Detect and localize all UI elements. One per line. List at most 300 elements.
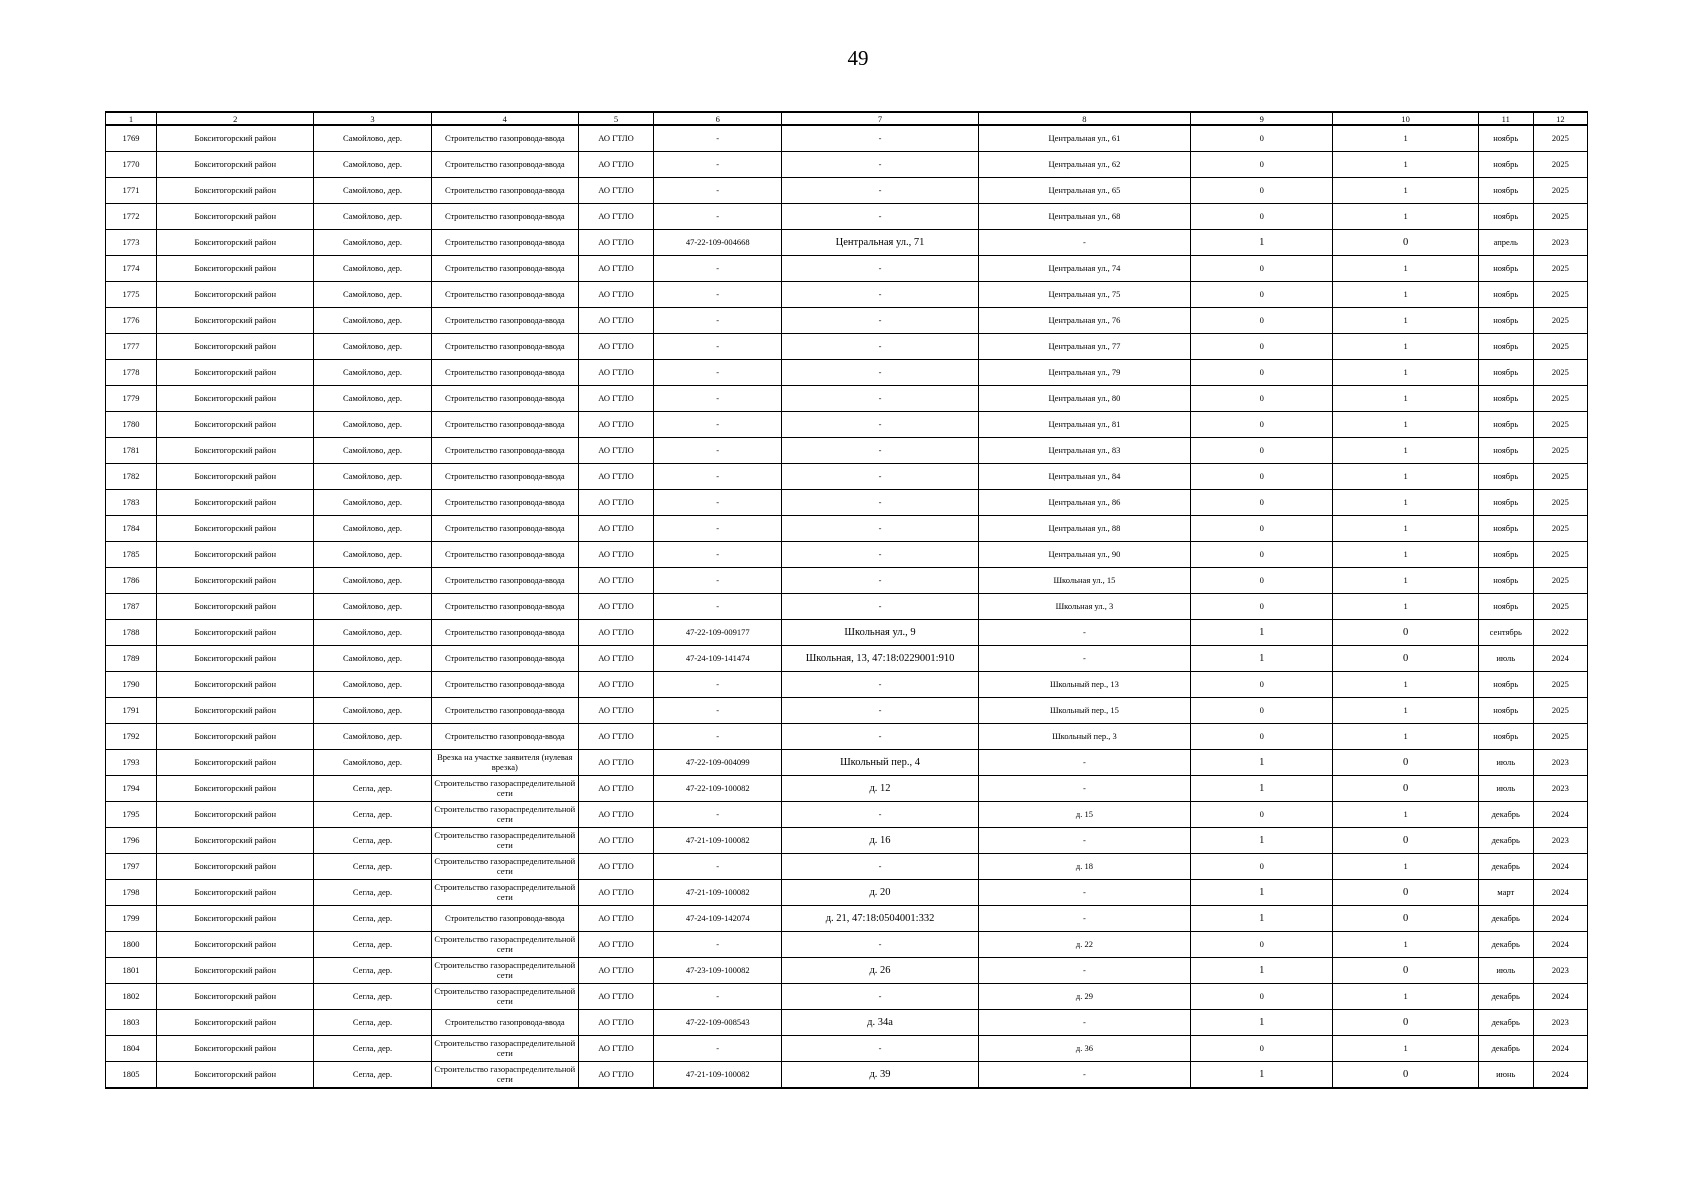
month-cell: ноябрь — [1478, 464, 1533, 490]
year-cell: 2024 — [1533, 854, 1587, 880]
application-number-cell: - — [654, 334, 782, 360]
settlement-cell: Самойлово, дер. — [314, 672, 431, 698]
district-cell: Бокситогорский район — [157, 230, 314, 256]
count-planned-cell: 1 — [1333, 386, 1478, 412]
table-row — [106, 256, 1588, 282]
column-number-header: 2 — [157, 112, 314, 125]
row-number-cell: 1783 — [106, 490, 157, 516]
organization-cell: АО ГТЛО — [578, 152, 653, 178]
year-cell: 2025 — [1533, 334, 1587, 360]
table-row — [106, 542, 1588, 568]
year-cell: 2023 — [1533, 828, 1587, 854]
work-type-cell: Строительство газопровода-ввода — [431, 152, 578, 178]
application-number-cell: - — [654, 854, 782, 880]
object-address-cell: - — [782, 542, 978, 568]
month-cell: июнь — [1478, 1062, 1533, 1089]
organization-cell: АО ГТЛО — [578, 256, 653, 282]
column-number-header: 6 — [654, 112, 782, 125]
application-number-cell: - — [654, 204, 782, 230]
table-row — [106, 282, 1588, 308]
count-planned-cell: 0 — [1333, 646, 1478, 672]
organization-cell: АО ГТЛО — [578, 1010, 653, 1036]
organization-cell: АО ГТЛО — [578, 282, 653, 308]
column-number-header: 11 — [1478, 112, 1533, 125]
table-row — [106, 308, 1588, 334]
month-cell: ноябрь — [1478, 282, 1533, 308]
settlement-cell: Самойлово, дер. — [314, 568, 431, 594]
application-number-cell: - — [654, 178, 782, 204]
year-cell: 2025 — [1533, 672, 1587, 698]
year-cell: 2025 — [1533, 204, 1587, 230]
settlement-cell: Сегла, дер. — [314, 854, 431, 880]
district-cell: Бокситогорский район — [157, 438, 314, 464]
year-cell: 2025 — [1533, 438, 1587, 464]
year-cell: 2025 — [1533, 256, 1587, 282]
planned-address-cell: д. 18 — [978, 854, 1190, 880]
application-number-cell: 47-22-109-100082 — [654, 776, 782, 802]
count-planned-cell: 1 — [1333, 672, 1478, 698]
object-address-cell: - — [782, 204, 978, 230]
count-connected-cell: 0 — [1191, 256, 1333, 282]
district-cell: Бокситогорский район — [157, 334, 314, 360]
object-address-cell: Центральная ул., 71 — [782, 230, 978, 256]
organization-cell: АО ГТЛО — [578, 542, 653, 568]
object-address-cell: - — [782, 334, 978, 360]
district-cell: Бокситогорский район — [157, 620, 314, 646]
settlement-cell: Сегла, дер. — [314, 984, 431, 1010]
district-cell: Бокситогорский район — [157, 256, 314, 282]
row-number-cell: 1779 — [106, 386, 157, 412]
district-cell: Бокситогорский район — [157, 568, 314, 594]
count-planned-cell: 1 — [1333, 178, 1478, 204]
planned-address-cell: д. 15 — [978, 802, 1190, 828]
object-address-cell: д. 26 — [782, 958, 978, 984]
registry-table — [105, 111, 1588, 1089]
count-connected-cell: 0 — [1191, 125, 1333, 152]
planned-address-cell: Центральная ул., 80 — [978, 386, 1190, 412]
district-cell: Бокситогорский район — [157, 386, 314, 412]
column-number-header: 12 — [1533, 112, 1587, 125]
count-connected-cell: 1 — [1191, 906, 1333, 932]
work-type-cell: Строительство газопровода-ввода — [431, 125, 578, 152]
count-connected-cell: 0 — [1191, 802, 1333, 828]
object-address-cell: - — [782, 360, 978, 386]
count-planned-cell: 1 — [1333, 360, 1478, 386]
year-cell: 2023 — [1533, 750, 1587, 776]
district-cell: Бокситогорский район — [157, 594, 314, 620]
organization-cell: АО ГТЛО — [578, 1036, 653, 1062]
organization-cell: АО ГТЛО — [578, 360, 653, 386]
table-row — [106, 854, 1588, 880]
settlement-cell: Самойлово, дер. — [314, 516, 431, 542]
settlement-cell: Самойлово, дер. — [314, 750, 431, 776]
year-cell: 2025 — [1533, 308, 1587, 334]
count-planned-cell: 1 — [1333, 1036, 1478, 1062]
row-number-cell: 1773 — [106, 230, 157, 256]
object-address-cell: - — [782, 178, 978, 204]
organization-cell: АО ГТЛО — [578, 568, 653, 594]
year-cell: 2023 — [1533, 958, 1587, 984]
settlement-cell: Самойлово, дер. — [314, 594, 431, 620]
work-type-cell: Строительство газопровода-ввода — [431, 308, 578, 334]
table-row — [106, 386, 1588, 412]
row-number-cell: 1780 — [106, 412, 157, 438]
object-address-cell: д. 21, 47:18:0504001:332 — [782, 906, 978, 932]
district-cell: Бокситогорский район — [157, 490, 314, 516]
month-cell: июль — [1478, 776, 1533, 802]
settlement-cell: Сегла, дер. — [314, 932, 431, 958]
district-cell: Бокситогорский район — [157, 646, 314, 672]
district-cell: Бокситогорский район — [157, 958, 314, 984]
count-connected-cell: 0 — [1191, 594, 1333, 620]
planned-address-cell: Центральная ул., 81 — [978, 412, 1190, 438]
column-number-header: 8 — [978, 112, 1190, 125]
organization-cell: АО ГТЛО — [578, 230, 653, 256]
count-planned-cell: 1 — [1333, 256, 1478, 282]
count-connected-cell: 1 — [1191, 828, 1333, 854]
organization-cell: АО ГТЛО — [578, 932, 653, 958]
work-type-cell: Строительство газопровода-ввода — [431, 360, 578, 386]
planned-address-cell: Школьный пер., 15 — [978, 698, 1190, 724]
work-type-cell: Строительство газопровода-ввода — [431, 256, 578, 282]
row-number-cell: 1772 — [106, 204, 157, 230]
count-planned-cell: 1 — [1333, 464, 1478, 490]
settlement-cell: Самойлово, дер. — [314, 646, 431, 672]
row-number-cell: 1798 — [106, 880, 157, 906]
object-address-cell: - — [782, 594, 978, 620]
application-number-cell: - — [654, 516, 782, 542]
row-number-cell: 1778 — [106, 360, 157, 386]
object-address-cell: - — [782, 125, 978, 152]
application-number-cell: - — [654, 438, 782, 464]
district-cell: Бокситогорский район — [157, 152, 314, 178]
settlement-cell: Самойлово, дер. — [314, 230, 431, 256]
table-row — [106, 1010, 1588, 1036]
month-cell: декабрь — [1478, 1036, 1533, 1062]
settlement-cell: Самойлово, дер. — [314, 490, 431, 516]
organization-cell: АО ГТЛО — [578, 776, 653, 802]
settlement-cell: Самойлово, дер. — [314, 125, 431, 152]
month-cell: ноябрь — [1478, 568, 1533, 594]
planned-address-cell: Школьная ул., 15 — [978, 568, 1190, 594]
object-address-cell: д. 16 — [782, 828, 978, 854]
month-cell: декабрь — [1478, 802, 1533, 828]
object-address-cell: - — [782, 256, 978, 282]
count-planned-cell: 1 — [1333, 334, 1478, 360]
count-connected-cell: 0 — [1191, 386, 1333, 412]
application-number-cell: - — [654, 282, 782, 308]
count-connected-cell: 0 — [1191, 282, 1333, 308]
organization-cell: АО ГТЛО — [578, 958, 653, 984]
month-cell: ноябрь — [1478, 594, 1533, 620]
object-address-cell: - — [782, 464, 978, 490]
row-number-cell: 1801 — [106, 958, 157, 984]
planned-address-cell: Центральная ул., 77 — [978, 334, 1190, 360]
object-address-cell: д. 12 — [782, 776, 978, 802]
row-number-cell: 1789 — [106, 646, 157, 672]
count-connected-cell: 0 — [1191, 1036, 1333, 1062]
work-type-cell: Строительство газораспределительной сети — [431, 776, 578, 802]
year-cell: 2024 — [1533, 802, 1587, 828]
application-number-cell: 47-23-109-100082 — [654, 958, 782, 984]
work-type-cell: Строительство газораспределительной сети — [431, 932, 578, 958]
column-number-row — [106, 112, 1588, 125]
year-cell: 2024 — [1533, 906, 1587, 932]
object-address-cell: - — [782, 1036, 978, 1062]
month-cell: декабрь — [1478, 984, 1533, 1010]
count-connected-cell: 0 — [1191, 204, 1333, 230]
application-number-cell: - — [654, 360, 782, 386]
year-cell: 2025 — [1533, 152, 1587, 178]
district-cell: Бокситогорский район — [157, 802, 314, 828]
settlement-cell: Сегла, дер. — [314, 776, 431, 802]
application-number-cell: - — [654, 1036, 782, 1062]
application-number-cell: 47-22-109-004099 — [654, 750, 782, 776]
application-number-cell: - — [654, 672, 782, 698]
row-number-cell: 1792 — [106, 724, 157, 750]
year-cell: 2023 — [1533, 1010, 1587, 1036]
year-cell: 2024 — [1533, 932, 1587, 958]
row-number-cell: 1799 — [106, 906, 157, 932]
table-row — [106, 594, 1588, 620]
count-planned-cell: 1 — [1333, 412, 1478, 438]
count-connected-cell: 1 — [1191, 958, 1333, 984]
count-connected-cell: 1 — [1191, 1010, 1333, 1036]
count-planned-cell: 0 — [1333, 230, 1478, 256]
row-number-cell: 1785 — [106, 542, 157, 568]
organization-cell: АО ГТЛО — [578, 672, 653, 698]
year-cell: 2025 — [1533, 594, 1587, 620]
year-cell: 2023 — [1533, 230, 1587, 256]
month-cell: ноябрь — [1478, 542, 1533, 568]
object-address-cell: - — [782, 984, 978, 1010]
work-type-cell: Строительство газопровода-ввода — [431, 646, 578, 672]
count-connected-cell: 0 — [1191, 542, 1333, 568]
application-number-cell: - — [654, 490, 782, 516]
row-number-cell: 1786 — [106, 568, 157, 594]
district-cell: Бокситогорский район — [157, 308, 314, 334]
table-row — [106, 230, 1588, 256]
row-number-cell: 1770 — [106, 152, 157, 178]
planned-address-cell: Центральная ул., 61 — [978, 125, 1190, 152]
planned-address-cell: Центральная ул., 68 — [978, 204, 1190, 230]
organization-cell: АО ГТЛО — [578, 750, 653, 776]
count-planned-cell: 1 — [1333, 308, 1478, 334]
district-cell: Бокситогорский район — [157, 178, 314, 204]
organization-cell: АО ГТЛО — [578, 386, 653, 412]
settlement-cell: Самойлово, дер. — [314, 698, 431, 724]
row-number-cell: 1805 — [106, 1062, 157, 1089]
work-type-cell: Строительство газопровода-ввода — [431, 542, 578, 568]
organization-cell: АО ГТЛО — [578, 620, 653, 646]
work-type-cell: Строительство газопровода-ввода — [431, 230, 578, 256]
table-row — [106, 152, 1588, 178]
planned-address-cell: - — [978, 906, 1190, 932]
work-type-cell: Строительство газораспределительной сети — [431, 1062, 578, 1089]
count-connected-cell: 0 — [1191, 490, 1333, 516]
application-number-cell: - — [654, 412, 782, 438]
table-row — [106, 1062, 1588, 1089]
count-connected-cell: 0 — [1191, 464, 1333, 490]
count-planned-cell: 0 — [1333, 828, 1478, 854]
work-type-cell: Строительство газопровода-ввода — [431, 438, 578, 464]
district-cell: Бокситогорский район — [157, 880, 314, 906]
count-planned-cell: 0 — [1333, 880, 1478, 906]
application-number-cell: 47-24-109-142074 — [654, 906, 782, 932]
district-cell: Бокситогорский район — [157, 828, 314, 854]
count-connected-cell: 0 — [1191, 698, 1333, 724]
row-number-cell: 1795 — [106, 802, 157, 828]
count-planned-cell: 0 — [1333, 620, 1478, 646]
application-number-cell: - — [654, 932, 782, 958]
organization-cell: АО ГТЛО — [578, 802, 653, 828]
column-number-header: 9 — [1191, 112, 1333, 125]
count-planned-cell: 1 — [1333, 984, 1478, 1010]
organization-cell: АО ГТЛО — [578, 516, 653, 542]
count-connected-cell: 0 — [1191, 438, 1333, 464]
row-number-cell: 1775 — [106, 282, 157, 308]
settlement-cell: Самойлово, дер. — [314, 308, 431, 334]
month-cell: декабрь — [1478, 854, 1533, 880]
organization-cell: АО ГТЛО — [578, 984, 653, 1010]
application-number-cell: - — [654, 802, 782, 828]
organization-cell: АО ГТЛО — [578, 854, 653, 880]
year-cell: 2025 — [1533, 360, 1587, 386]
settlement-cell: Самойлово, дер. — [314, 542, 431, 568]
settlement-cell: Самойлово, дер. — [314, 178, 431, 204]
work-type-cell: Строительство газопровода-ввода — [431, 698, 578, 724]
page-number: 49 — [847, 46, 869, 70]
count-planned-cell: 1 — [1333, 854, 1478, 880]
work-type-cell: Строительство газораспределительной сети — [431, 984, 578, 1010]
table-row — [106, 438, 1588, 464]
count-planned-cell: 0 — [1333, 776, 1478, 802]
district-cell: Бокситогорский район — [157, 854, 314, 880]
settlement-cell: Сегла, дер. — [314, 802, 431, 828]
object-address-cell: - — [782, 386, 978, 412]
organization-cell: АО ГТЛО — [578, 594, 653, 620]
count-planned-cell: 1 — [1333, 282, 1478, 308]
object-address-cell: Школьная, 13, 47:18:0229001:910 — [782, 646, 978, 672]
planned-address-cell: Центральная ул., 83 — [978, 438, 1190, 464]
application-number-cell: - — [654, 125, 782, 152]
object-address-cell: - — [782, 724, 978, 750]
object-address-cell: - — [782, 568, 978, 594]
count-planned-cell: 1 — [1333, 490, 1478, 516]
organization-cell: АО ГТЛО — [578, 308, 653, 334]
month-cell: декабрь — [1478, 906, 1533, 932]
year-cell: 2023 — [1533, 776, 1587, 802]
settlement-cell: Самойлово, дер. — [314, 464, 431, 490]
table-row — [106, 360, 1588, 386]
work-type-cell: Строительство газораспределительной сети — [431, 1036, 578, 1062]
row-number-cell: 1784 — [106, 516, 157, 542]
work-type-cell: Строительство газопровода-ввода — [431, 906, 578, 932]
table-row — [106, 984, 1588, 1010]
month-cell: ноябрь — [1478, 386, 1533, 412]
organization-cell: АО ГТЛО — [578, 1062, 653, 1089]
count-planned-cell: 1 — [1333, 542, 1478, 568]
month-cell: ноябрь — [1478, 308, 1533, 334]
application-number-cell: 47-22-109-009177 — [654, 620, 782, 646]
count-connected-cell: 1 — [1191, 880, 1333, 906]
work-type-cell: Строительство газопровода-ввода — [431, 724, 578, 750]
application-number-cell: - — [654, 256, 782, 282]
month-cell: декабрь — [1478, 828, 1533, 854]
month-cell: ноябрь — [1478, 724, 1533, 750]
organization-cell: АО ГТЛО — [578, 490, 653, 516]
month-cell: ноябрь — [1478, 672, 1533, 698]
object-address-cell: д. 39 — [782, 1062, 978, 1089]
year-cell: 2025 — [1533, 724, 1587, 750]
work-type-cell: Строительство газораспределительной сети — [431, 880, 578, 906]
district-cell: Бокситогорский район — [157, 125, 314, 152]
count-planned-cell: 1 — [1333, 568, 1478, 594]
year-cell: 2025 — [1533, 542, 1587, 568]
planned-address-cell: Центральная ул., 75 — [978, 282, 1190, 308]
application-number-cell: - — [654, 464, 782, 490]
row-number-cell: 1774 — [106, 256, 157, 282]
row-number-cell: 1803 — [106, 1010, 157, 1036]
row-number-cell: 1793 — [106, 750, 157, 776]
organization-cell: АО ГТЛО — [578, 464, 653, 490]
settlement-cell: Самойлово, дер. — [314, 620, 431, 646]
object-address-cell: - — [782, 802, 978, 828]
planned-address-cell: Центральная ул., 79 — [978, 360, 1190, 386]
table-row — [106, 516, 1588, 542]
count-connected-cell: 0 — [1191, 568, 1333, 594]
count-connected-cell: 0 — [1191, 932, 1333, 958]
application-number-cell: - — [654, 984, 782, 1010]
year-cell: 2025 — [1533, 464, 1587, 490]
year-cell: 2025 — [1533, 178, 1587, 204]
work-type-cell: Строительство газопровода-ввода — [431, 386, 578, 412]
count-connected-cell: 0 — [1191, 308, 1333, 334]
month-cell: ноябрь — [1478, 256, 1533, 282]
table-row — [106, 828, 1588, 854]
planned-address-cell: Центральная ул., 76 — [978, 308, 1190, 334]
count-planned-cell: 1 — [1333, 594, 1478, 620]
application-number-cell: 47-21-109-100082 — [654, 880, 782, 906]
district-cell: Бокситогорский район — [157, 542, 314, 568]
year-cell: 2024 — [1533, 1036, 1587, 1062]
planned-address-cell: - — [978, 230, 1190, 256]
year-cell: 2024 — [1533, 1062, 1587, 1089]
application-number-cell: 47-22-109-004668 — [654, 230, 782, 256]
year-cell: 2025 — [1533, 386, 1587, 412]
work-type-cell: Строительство газопровода-ввода — [431, 568, 578, 594]
organization-cell: АО ГТЛО — [578, 334, 653, 360]
month-cell: март — [1478, 880, 1533, 906]
organization-cell: АО ГТЛО — [578, 125, 653, 152]
column-number-header: 7 — [782, 112, 978, 125]
count-planned-cell: 0 — [1333, 1010, 1478, 1036]
organization-cell: АО ГТЛО — [578, 438, 653, 464]
planned-address-cell: Центральная ул., 74 — [978, 256, 1190, 282]
application-number-cell: - — [654, 308, 782, 334]
application-number-cell: 47-21-109-100082 — [654, 1062, 782, 1089]
count-planned-cell: 1 — [1333, 724, 1478, 750]
month-cell: ноябрь — [1478, 698, 1533, 724]
work-type-cell: Строительство газопровода-ввода — [431, 178, 578, 204]
object-address-cell: Школьный пер., 4 — [782, 750, 978, 776]
settlement-cell: Самойлово, дер. — [314, 256, 431, 282]
district-cell: Бокситогорский район — [157, 906, 314, 932]
count-connected-cell: 1 — [1191, 1062, 1333, 1089]
table-row — [106, 412, 1588, 438]
work-type-cell: Строительство газопровода-ввода — [431, 412, 578, 438]
count-connected-cell: 0 — [1191, 360, 1333, 386]
